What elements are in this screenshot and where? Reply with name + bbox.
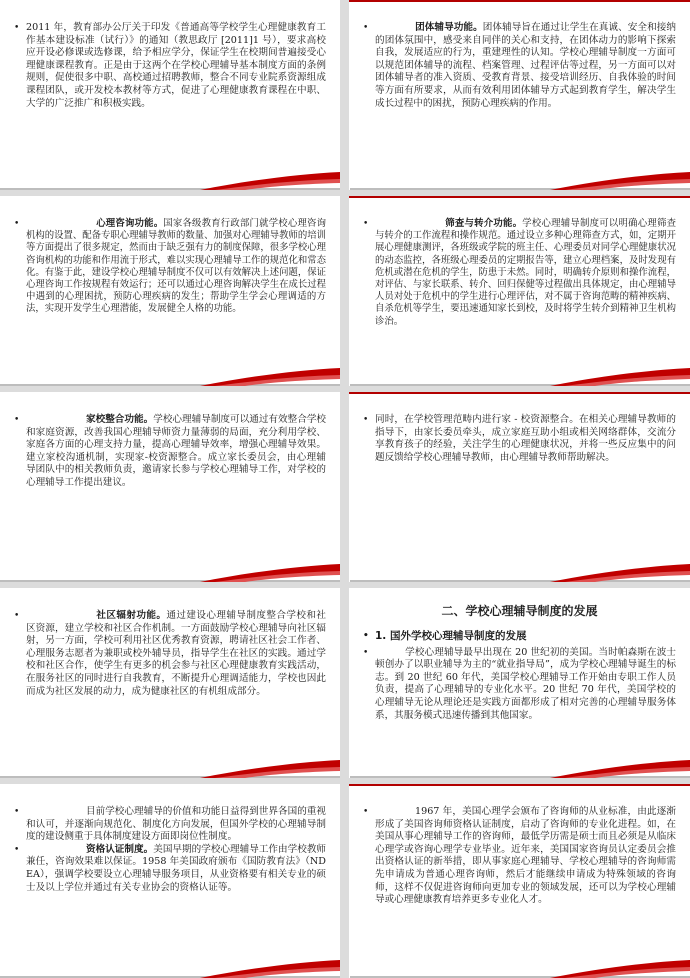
bullet-icon: • (363, 219, 369, 229)
paragraph-text: 学校心理辅导制度可以明确心理筛查与转介的工作流程和操作规范。通过设立多种心理筛查方式，如，定期开展心理健康测评，各班级或学院的班主任、心理委员对同学心理健康状况的动态监控，各班级心理委员的定期报告等，建立心理档案，及时发现有危机或潜在危机的学生，防患于未然。同时，明确转介原则和操作流程，对评估、与家长联系、转介、回归保健等过程做出具体规定，由心理辅导人员对处于危机中的学生进行心理评估，对不属于咨询范畴的精神疾病、自杀危机等学生，要迅速通知家长到校，及时将学生转介到精神卫生机构诊治。 (375, 218, 676, 327)
slide-7-body (14, 610, 326, 698)
paragraph-text: 学校心理辅导制度可以通过有效整合学校和家庭资源，改善我国心理辅导师资力量薄弱的局面，充分利用学校、家庭各方面的心理支持力量，提高心理辅导效率，增强心理辅导效果。建立家校沟通机制，实现家-校资源整合。成立家长委员会，由心理辅导团队中的相关教师负责，邀请家长参与学校心理辅导工作，对学校的心理辅导工作提出建议。 (26, 414, 327, 488)
bullet-icon: • (363, 647, 369, 658)
slide-8-body (363, 630, 676, 722)
slide-1-body (14, 22, 326, 110)
slide-10 (349, 784, 690, 978)
bullet-paragraph (363, 22, 676, 110)
bullet-paragraph (14, 218, 326, 316)
slide-4-body (363, 218, 676, 328)
swoosh-decoration (350, 738, 690, 778)
slide-6-body (363, 414, 676, 464)
paragraph-text: 学校心理辅导最早出现在 20 世纪初的美国。当时帕森斯在波士顿创办了以职业辅导为主的“就业指导局”，成为学校心理辅导诞生的标志。到 20 世纪 60 年代，美国学校心理辅导工作开始由专职工作人员负责，提高了心理辅导的专业化水平。20 世纪 70 年代，美国学校的心理辅导无论从理论还是实践方面都形成了相对完善的心理辅导服务体系，其服务模式迅速传播到其他国家。 (375, 646, 676, 721)
bullet-paragraph (363, 414, 676, 464)
bullet-icon: • (363, 23, 369, 33)
paragraph-text: 国家各级教育行政部门就学校心理咨询机构的设置、配备专职心理辅导教师的数量、加强对心理辅导教师的培训等方面提出了很多规定，然而由于缺乏强有力的制度保障，很多学校心理咨询机构的功能和作用流于形式，难以实现心理辅导工作的规范化和常态化。有鉴于此，建设学校心理辅导制度不仅可以有效解决上述问题，保证心理咨询工作按规程有效运行；还可以通过心理咨询解决学生在成长过程中遇到的心理困扰，预防心理疾病的发生；帮助学生学会心理调适的方法，实现开发学生心理潜能，发展健全人格的功能。 (26, 218, 327, 315)
paragraph-text: 通过建设心理辅导制度整合学校和社区资源，建立学校和社区合作机制。一方面鼓励学校心理辅导向社区辐射，另一方面，学校可利用社区优秀教育资源，聘请社区社会工作者、心理服务志愿者为兼职或校外辅导员，指导学生在社区的实践。通过学校和社区合作，使学生有更多的机会参与社区心理健康教育实践活动，在服务社区的同时进行自我教育，不断提升心理调适能力，学校也因此而成为社区发展的动力，成为健康社区的有机组成部分。 (26, 610, 326, 697)
slide-9-body (14, 806, 326, 894)
slide-3-body (14, 218, 326, 316)
bullet-icon: • (363, 807, 369, 817)
bullet-icon: • (14, 611, 20, 621)
bullet-paragraph (14, 806, 326, 844)
bullet-paragraph (14, 414, 326, 490)
slide-5-body (14, 414, 326, 490)
top-accent-line (349, 0, 690, 2)
slide-8 (349, 588, 690, 778)
lead-term: 家校整合功能。 (86, 414, 154, 425)
slide-5 (0, 392, 340, 582)
top-accent-line (349, 784, 690, 786)
lead-term: 筛查与转介功能。 (445, 218, 523, 229)
subheading-text: 1. 国外学校心理辅导制度的发展 (375, 630, 527, 642)
slide-4 (349, 196, 690, 386)
slide-1 (0, 0, 340, 190)
swoosh-decoration (350, 150, 690, 190)
bullet-paragraph (14, 844, 326, 894)
bullet-paragraph (363, 647, 676, 723)
top-accent-line (349, 196, 690, 198)
slide-10-body (363, 806, 676, 907)
swoosh-decoration (0, 346, 340, 386)
bullet-icon: • (363, 415, 369, 425)
bullet-paragraph (363, 218, 676, 328)
lead-term: 社区辐射功能。 (96, 610, 167, 621)
swoosh-decoration (350, 542, 690, 582)
swoosh-decoration (0, 542, 340, 582)
swoosh-decoration (0, 738, 340, 778)
paragraph-text: 团体辅导旨在通过让学生在真诚、安全和接纳的团体氛围中，感受来自同伴的关心和支持，在团体动力的影响下探索自我，发展适应的行为，重建理性的认知。学校心理辅导制度一方面可以规范团体辅导的流程、档案管理、过程评估等过程，另一方面可以对团体辅导者的准入资质、受教育背景、接受培训经历、自我体验的时间等方面有所要求，从而有效利用团体辅导方式起到教育学生，解决学生成长过程中的困扰，预防心理疾病的作用。 (375, 22, 677, 109)
slide-2 (349, 0, 690, 190)
bullet-paragraph (14, 610, 326, 698)
slide-9 (0, 784, 340, 978)
paragraph-text: 同时，在学校管理范畴内进行家 - 校资源整合。在相关心理辅导教师的指导下，由家长委员牵头，成立家庭互助小组或相关网络群体，交流分享教育孩子的经验，关注学生的心理健康状况，并将一些反应集中的问题反馈给学校心理辅导教师，由心理辅导教师帮助解决。 (375, 414, 676, 463)
lead-term: 团体辅导功能。 (415, 22, 483, 33)
paragraph-text: 2011 年，教育部办公厅关于印发《普通高等学校学生心理健康教育工作基本建设标准（试行）》的通知（教思政厅 [2011]1 号），要求高校应开设必修课或选修课，给予相应学分，保证学生在校期间普遍接受心理健康课程教育。正是由于这两个在学校心理辅导基本制度方面的条例规则，促使很多中职、高校通过招聘教师，整合不同专业院系资源组成课程团队，或开发校本教材等方式，促进了心理健康教育课程在中职、大学的广泛推广和积极实践。 (26, 22, 326, 109)
slide-2-body (363, 22, 676, 110)
bullet-paragraph (363, 806, 676, 907)
bullet-icon: • (14, 23, 20, 33)
bullet-icon: • (14, 219, 20, 229)
paragraph-text: 目前学校心理辅导的价值和功能日益得到世界各国的重视和认可，并逐渐向规范化、制度化方向发展，但国外学校的心理辅导制度的建设侧重于具体制度建设方面即岗位性制度。 (26, 806, 326, 843)
section-title: 二、学校心理辅导制度的发展 (441, 604, 598, 618)
swoosh-decoration (0, 938, 340, 978)
slide-7 (0, 588, 340, 778)
paragraph-text: 美国早期的学校心理辅导工作由学校教师兼任，咨询效果难以保证。1958 年美国政府颁布《国防教育法》（NDEA），强调学校要设立心理辅导服务项目，从业资格要有相关专业的硕士及以上学位并通过有关专业协会的资格认证等。 (26, 843, 327, 893)
bullet-icon: • (14, 844, 20, 855)
swoosh-decoration (0, 150, 340, 190)
slide-3 (0, 196, 340, 386)
paragraph-text: 1967 年，美国心理学会颁布了咨询师的从业标准，由此逐渐形成了美国咨询师资格认证制度，启动了咨询师的专业化进程。如，在美国从事心理辅导工作的咨询师，最低学历需是硕士而且必须是从临床心理学或咨询心理学专业毕业。近年来，美国国家咨询员认定委员会推出资格认证的新举措，即从事家庭心理辅导、学校心理辅导的咨询师需先申请成为普通心理咨询师，然后才能继续申请成为特殊领域的咨询师，这样不仅促进咨询师向更加专业的领域发展，还可以为学校心理辅导或心理健康教育培养更多专业化人才。 (375, 806, 676, 906)
subheading (363, 630, 676, 643)
bullet-icon: • (14, 807, 20, 817)
swoosh-decoration (350, 938, 690, 978)
bullet-icon: • (363, 631, 369, 641)
bullet-icon: • (14, 415, 20, 425)
bullet-paragraph (14, 22, 326, 110)
top-accent-line (349, 392, 690, 394)
lead-term: 心理咨询功能。 (96, 218, 164, 229)
lead-term: 资格认证制度。 (86, 843, 154, 855)
swoosh-decoration (350, 346, 690, 386)
slide-6 (349, 392, 690, 582)
